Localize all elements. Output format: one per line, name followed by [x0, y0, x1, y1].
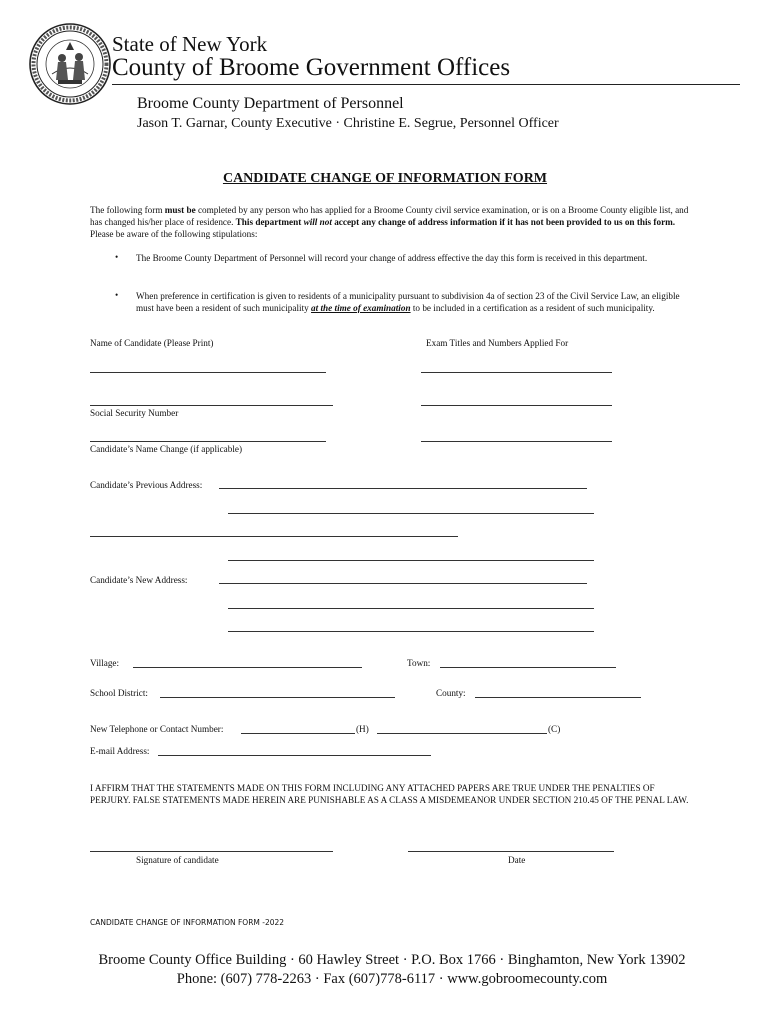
affirmation-statement: I AFFIRM THAT THE STATEMENTS MADE ON THIS FORM INCLUDING ANY ATTACHED PAPERS ARE TRUE UNDER THE PENALTIES OF PERJURY. FALSE STATEMENTS MADE HEREIN ARE PUNISHABLE AS A CLASS A MISDEMEANOR UNDER SECTION 210.45 OF THE PENAL LAW.	[90, 783, 689, 805]
officials-line: Jason T. Garnar, County Executive · Christine E. Segrue, Personnel Officer	[137, 116, 559, 131]
signature-label: Signature of candidate	[136, 855, 219, 865]
name-change-field[interactable]	[90, 441, 326, 442]
exams-label: Exam Titles and Numbers Applied For	[426, 338, 569, 348]
email-label: E-mail Address:	[90, 746, 150, 756]
village-field[interactable]	[133, 667, 362, 668]
town-label: Town:	[407, 658, 431, 668]
bullet-2-text: When preference in certification is given to residents of a municipality pursuant to subdivision 4a of section 23 of the Civil Service Law, an eligible must have been a resident of such municipality at the time of examination to be included in a certification as a resident of such municipality.	[136, 291, 680, 313]
header-divider	[112, 84, 740, 85]
bullet-1-text: The Broome County Department of Personnel will record your change of address effective the day this form is received in this department.	[136, 253, 648, 263]
name-change-label: Candidate’s Name Change (if applicable)	[90, 444, 243, 454]
new-address-field-2[interactable]	[228, 608, 594, 609]
form-title: CANDIDATE CHANGE OF INFORMATION FORM	[222, 171, 548, 186]
form-identifier: CANDIDATE CHANGE OF INFORMATION FORM -2022	[90, 918, 285, 927]
cell-phone-field[interactable]	[377, 733, 547, 734]
bullet-1-marker: •	[115, 252, 119, 262]
village-label: Village:	[90, 658, 120, 668]
county-field[interactable]	[475, 697, 641, 698]
exam-field-3[interactable]	[421, 441, 612, 442]
previous-address-field-4[interactable]	[228, 560, 594, 561]
previous-address-label: Candidate’s Previous Address:	[90, 480, 203, 490]
header-state: State of New York	[112, 32, 268, 56]
new-address-field-1[interactable]	[219, 583, 587, 584]
name-label: Name of Candidate (Please Print)	[90, 338, 214, 348]
date-field[interactable]	[408, 851, 614, 852]
footer-address: Broome County Office Building · 60 Hawley Street · P.O. Box 1766 · Binghamton, New York 13902	[98, 952, 686, 968]
exam-field-2[interactable]	[421, 405, 612, 406]
header-county: County of Broome Government Offices	[112, 54, 511, 81]
previous-address-field-3[interactable]	[90, 536, 458, 537]
date-label: Date	[508, 855, 526, 865]
new-address-field-3[interactable]	[228, 631, 594, 632]
department-name: Broome County Department of Personnel	[137, 95, 404, 112]
ssn-field[interactable]	[90, 405, 333, 406]
phone-label: New Telephone or Contact Number:	[90, 724, 224, 734]
new-address-label: Candidate’s New Address:	[90, 575, 188, 585]
school-district-field[interactable]	[160, 697, 395, 698]
intro-paragraph: The following form must be completed by any person who has applied for a Broome County civil service examination, or is on a Broome County eligible list, and has changed his/her place of residence. This department will not accept any change of address information if it has not been provided to us on this form. Please be aware of the following stipulations:	[90, 205, 689, 239]
exam-field-1[interactable]	[421, 372, 612, 373]
name-field[interactable]	[90, 372, 326, 373]
county-seal	[28, 22, 112, 106]
email-field[interactable]	[158, 755, 431, 756]
home-phone-suffix: (H)	[356, 724, 369, 734]
home-phone-field[interactable]	[241, 733, 355, 734]
school-district-label: School District:	[90, 688, 148, 698]
town-field[interactable]	[440, 667, 616, 668]
signature-field[interactable]	[90, 851, 333, 852]
previous-address-field-1[interactable]	[219, 488, 587, 489]
ssn-label: Social Security Number	[90, 408, 179, 418]
county-label: County:	[436, 688, 466, 698]
footer-contact: Phone: (607) 778-2263 · Fax (607)778-6117 · www.gobroomecounty.com	[176, 971, 608, 987]
previous-address-field-2[interactable]	[228, 513, 594, 514]
cell-phone-suffix: (C)	[548, 724, 561, 734]
bullet-2-marker: •	[115, 290, 119, 300]
